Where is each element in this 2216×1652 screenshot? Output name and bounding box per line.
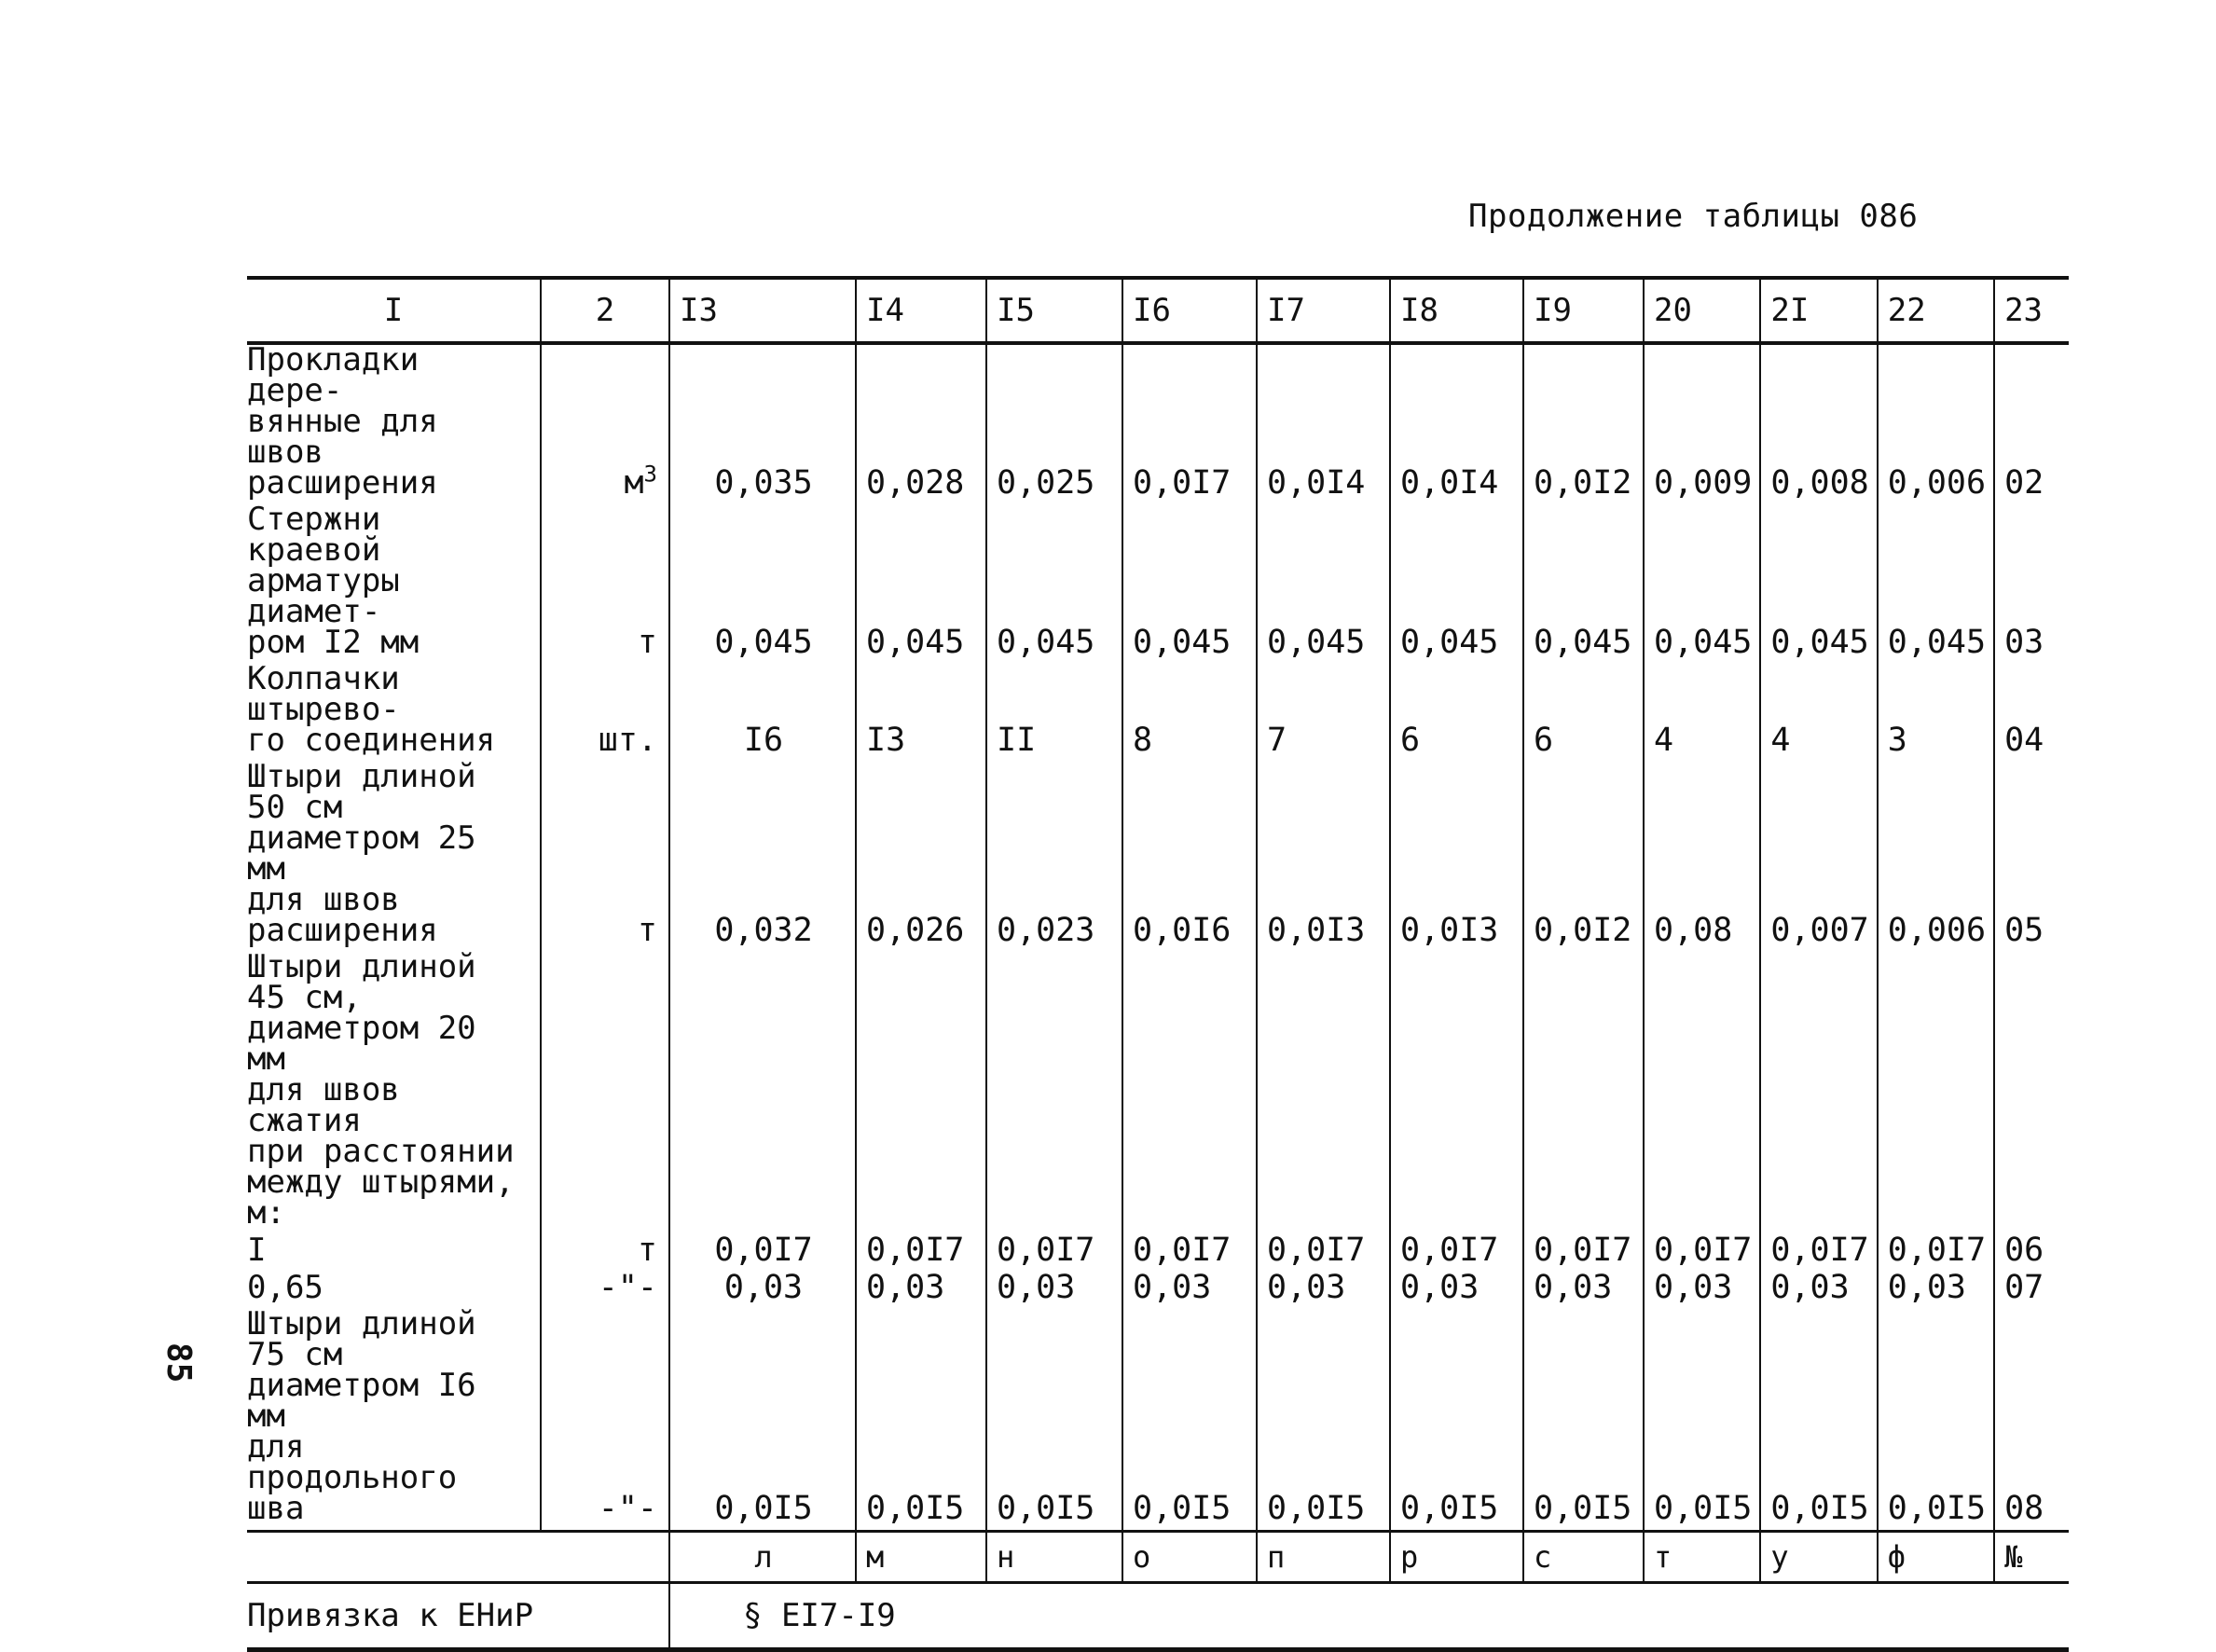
value-cell: 0,032 <box>669 762 856 952</box>
column-header: 23 <box>1994 278 2069 343</box>
value-cell: 0,045 <box>1760 504 1877 664</box>
row-code: 06 <box>1994 1234 2069 1272</box>
value-cell: 0,045 <box>856 504 986 664</box>
row-code: 02 <box>1994 343 2069 504</box>
column-header: 2I <box>1760 278 1877 343</box>
column-codes-row <box>247 1532 2069 1583</box>
value-cell: 0,045 <box>1523 504 1644 664</box>
column-code: т <box>1644 1532 1760 1583</box>
column-header: 22 <box>1878 278 1994 343</box>
row-code: 08 <box>1994 1309 2069 1532</box>
column-header: I7 <box>1257 278 1390 343</box>
column-header: I4 <box>856 278 986 343</box>
table-row <box>247 504 2069 664</box>
row-name: Штыри длиной 75 см диаметром I6 мм для продольного шва <box>247 1305 476 1527</box>
binding-row <box>247 1583 2069 1650</box>
row-code: 07 <box>1994 1272 2069 1309</box>
value-cell: 0,03 <box>1523 1272 1644 1309</box>
value-cell: 0,045 <box>1257 504 1390 664</box>
value-cell: I6 <box>669 664 856 762</box>
table-row <box>247 762 2069 952</box>
value-cell: 0,08 <box>1644 762 1760 952</box>
value-cell: 0,045 <box>1878 504 1994 664</box>
value-cell: 0,0I5 <box>856 1309 986 1532</box>
table-row <box>247 1272 2069 1309</box>
unit-cell <box>541 1234 669 1272</box>
value-cell: 0,006 <box>1878 762 1994 952</box>
binding-value: § ЕI7-I9 <box>669 1583 2069 1650</box>
unit-cell <box>541 504 669 664</box>
unit-cell <box>541 952 669 1234</box>
empty-cell <box>247 1532 541 1583</box>
value-cell: 0,0I4 <box>1390 343 1523 504</box>
row-name: Штыри длиной 50 см диаметром 25 мм для швов расширения <box>247 758 476 949</box>
row-name: I <box>247 1232 267 1269</box>
value-cell <box>1390 952 1523 1234</box>
value-cell: I3 <box>856 664 986 762</box>
unit-cell <box>541 664 669 762</box>
value-cell: 0,03 <box>986 1272 1122 1309</box>
row-name: Прокладки дере- вянные для швов расширения <box>247 341 438 502</box>
column-code: н <box>986 1532 1122 1583</box>
value-cell: 0,028 <box>856 343 986 504</box>
value-cell: 0,008 <box>1760 343 1877 504</box>
value-cell: 0,03 <box>669 1272 856 1309</box>
norms-table <box>247 276 2069 1652</box>
row-code: 03 <box>1994 504 2069 664</box>
unit-cell <box>541 343 669 504</box>
value-cell: 0,0I5 <box>1878 1309 1994 1532</box>
value-cell: 0,045 <box>1122 504 1257 664</box>
value-cell: 4 <box>1760 664 1877 762</box>
value-cell: 6 <box>1523 664 1644 762</box>
value-cell: 0,0I5 <box>1390 1309 1523 1532</box>
page-number: 85 <box>159 1342 198 1384</box>
value-cell <box>856 952 986 1234</box>
value-cell: 0,03 <box>856 1272 986 1309</box>
unit-text: т <box>637 1232 657 1269</box>
value-cell: 0,0I3 <box>1257 762 1390 952</box>
value-cell: 0,0I7 <box>1122 1234 1257 1272</box>
value-cell: 6 <box>1390 664 1523 762</box>
value-cell: 0,0I5 <box>1122 1309 1257 1532</box>
column-code: ф <box>1878 1532 1994 1583</box>
value-cell: 0,03 <box>1390 1272 1523 1309</box>
value-cell <box>669 952 856 1234</box>
column-code: с <box>1523 1532 1644 1583</box>
value-cell: 0,0I7 <box>1523 1234 1644 1272</box>
value-cell: 0,03 <box>1644 1272 1760 1309</box>
unit-text: м <box>624 464 644 502</box>
unit-cell <box>541 762 669 952</box>
value-cell <box>1257 952 1390 1234</box>
value-cell: 0,035 <box>669 343 856 504</box>
value-cell: 0,0I7 <box>669 1234 856 1272</box>
value-cell: 0,045 <box>986 504 1122 664</box>
value-cell: 0,045 <box>669 504 856 664</box>
table-row <box>247 1309 2069 1532</box>
value-cell: 0,0I7 <box>1644 1234 1760 1272</box>
value-cell: 0,0I3 <box>1390 762 1523 952</box>
value-cell: 0,025 <box>986 343 1122 504</box>
row-code: 05 <box>1994 762 2069 952</box>
unit-text: т <box>637 912 657 949</box>
value-cell: 0,026 <box>856 762 986 952</box>
value-cell: 0,0I7 <box>1878 1234 1994 1272</box>
value-cell: 0,03 <box>1257 1272 1390 1309</box>
value-cell: 0,03 <box>1878 1272 1994 1309</box>
value-cell <box>1644 952 1760 1234</box>
row-name: 0,65 <box>247 1269 323 1306</box>
value-cell: 0,009 <box>1644 343 1760 504</box>
value-cell: 0,0I5 <box>986 1309 1122 1532</box>
header-row <box>247 278 2069 343</box>
unit-superscript: 3 <box>643 461 657 488</box>
table-row <box>247 343 2069 504</box>
binding-label: Привязка к ЕНиР <box>247 1583 669 1650</box>
value-cell: 0,0I6 <box>1122 762 1257 952</box>
value-cell: 0,006 <box>1878 343 1994 504</box>
value-cell: 0,007 <box>1760 762 1877 952</box>
unit-cell <box>541 1309 669 1532</box>
value-cell: 0,0I7 <box>1122 343 1257 504</box>
table-row <box>247 1234 2069 1272</box>
row-code <box>1994 952 2069 1234</box>
row-name: Стержни краевой арматуры диамет- ром I2 мм <box>247 501 420 661</box>
column-header: I8 <box>1390 278 1523 343</box>
column-header: 2 <box>541 278 669 343</box>
value-cell <box>1523 952 1644 1234</box>
column-header: I5 <box>986 278 1122 343</box>
column-code: м <box>856 1532 986 1583</box>
value-cell: 0,0I7 <box>986 1234 1122 1272</box>
value-cell: 0,0I7 <box>1257 1234 1390 1272</box>
table-row <box>247 952 2069 1234</box>
value-cell: 0,0I2 <box>1523 762 1644 952</box>
row-name: Колпачки штырево- го соединения <box>247 660 496 759</box>
column-header: I9 <box>1523 278 1644 343</box>
column-header: I6 <box>1122 278 1257 343</box>
column-code: л <box>669 1532 856 1583</box>
unit-text: шт. <box>598 722 657 759</box>
value-cell: 0,0I7 <box>1390 1234 1523 1272</box>
value-cell <box>1122 952 1257 1234</box>
value-cell: 0,0I7 <box>1760 1234 1877 1272</box>
empty-cell <box>541 1532 669 1583</box>
column-code: р <box>1390 1532 1523 1583</box>
value-cell: 0,0I5 <box>1760 1309 1877 1532</box>
value-cell: 0,0I5 <box>1644 1309 1760 1532</box>
column-header: 20 <box>1644 278 1760 343</box>
value-cell: 0,045 <box>1644 504 1760 664</box>
value-cell: 0,0I7 <box>856 1234 986 1272</box>
row-name: Штыри длиной 45 см, диаметром 20 мм для швов сжатия при расстоянии между штырями, м: <box>247 948 515 1232</box>
value-cell: 3 <box>1878 664 1994 762</box>
column-header: I3 <box>669 278 856 343</box>
value-cell: 0,03 <box>1122 1272 1257 1309</box>
unit-text: -"- <box>598 1269 657 1306</box>
value-cell: 0,0I5 <box>1523 1309 1644 1532</box>
value-cell: 0,0I2 <box>1523 343 1644 504</box>
column-code: № <box>1994 1532 2069 1583</box>
value-cell: 0,023 <box>986 762 1122 952</box>
value-cell <box>1878 952 1994 1234</box>
value-cell <box>986 952 1122 1234</box>
value-cell: 0,03 <box>1760 1272 1877 1309</box>
value-cell: 0,0I5 <box>1257 1309 1390 1532</box>
value-cell: 0,045 <box>1390 504 1523 664</box>
value-cell: 4 <box>1644 664 1760 762</box>
column-code: о <box>1122 1532 1257 1583</box>
table-continuation-caption: Продолжение таблицы 086 <box>1468 198 1919 235</box>
value-cell: 0,0I4 <box>1257 343 1390 504</box>
value-cell <box>1760 952 1877 1234</box>
unit-text: -"- <box>598 1490 657 1527</box>
unit-cell <box>541 1269 669 1309</box>
table-row <box>247 664 2069 762</box>
value-cell: 7 <box>1257 664 1390 762</box>
value-cell: 8 <box>1122 664 1257 762</box>
column-code: п <box>1257 1532 1390 1583</box>
unit-text: т <box>637 624 657 661</box>
value-cell: II <box>986 664 1122 762</box>
row-code: 04 <box>1994 664 2069 762</box>
column-code: у <box>1760 1532 1877 1583</box>
value-cell: 0,0I5 <box>669 1309 856 1532</box>
column-header: I <box>247 278 541 343</box>
